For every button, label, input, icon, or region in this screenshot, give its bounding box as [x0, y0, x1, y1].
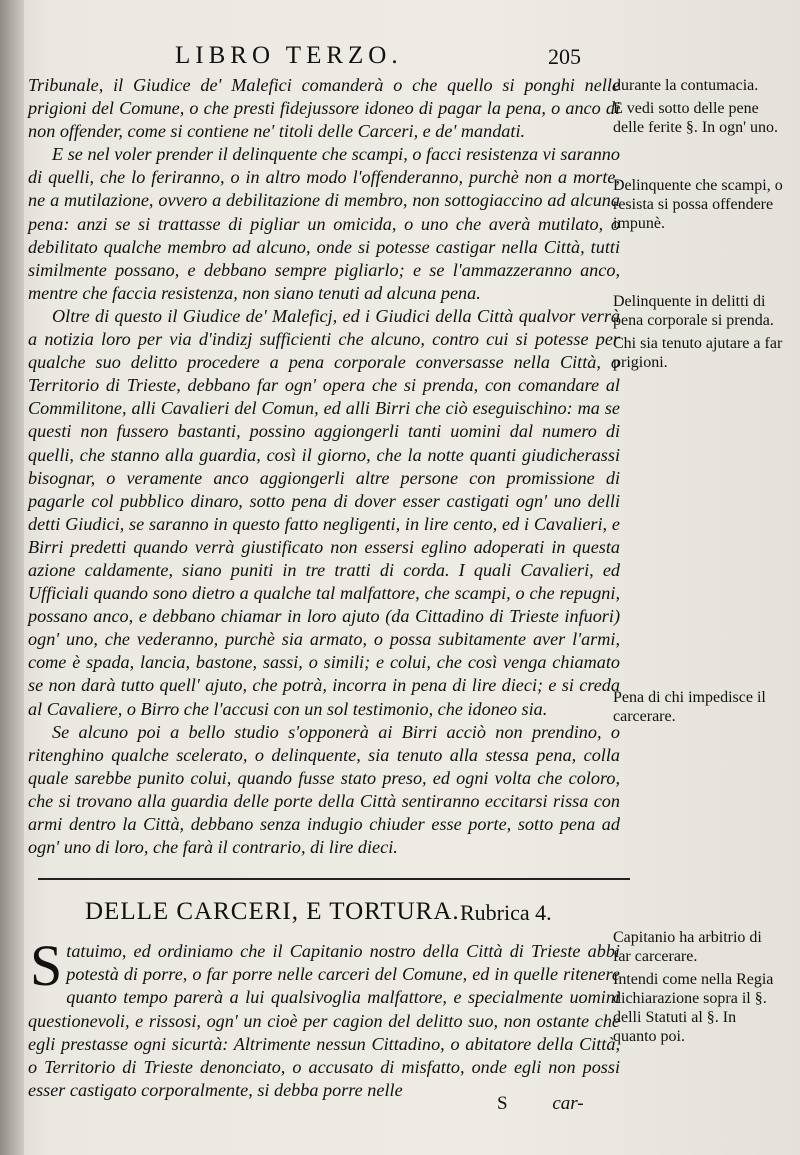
- page-number: 205: [548, 44, 581, 69]
- page-header: [0, 42, 800, 76]
- margin-note: Delinquente in delitti di pena corporale si prenda. Chi sia tenuto ajutare a far prigioni.: [613, 293, 783, 371]
- catchword-text: car-: [552, 1093, 584, 1114]
- rubrica-label: Rubrica 4.: [460, 900, 552, 925]
- running-title: LIBRO TERZO.: [175, 42, 403, 69]
- paragraph-continuation: Tribunale, il Giudice de' Malefici comanderà o che quello si ponghi nelle prigioni del Comune, o che presti fidejussore idoneo di pagar la pena, o anco di non offender, come si contiene ne' titoli delle Carceri, e de' mandati.: [28, 75, 620, 142]
- signature-mark: S: [497, 1093, 508, 1114]
- paragraph-resistance: E se nel voler prender il delinquente che scampi, o facci resistenza vi saranno di quelli, che lo feriranno, o in altro modo l'offenderanno, purchè non a morte, ne a mutilazione, ovvero a debilitazione di membro, non sottogiaccino ad alcuna pena: anzi se si trattasse di pigliar un omicida, o uno che averà mutilato, o debilitato qualche membro ad alcuno, onde si potesse castigar nella Città, tutti similmente possano, e debbano sempre pigliarlo; e se l'ammazzeranno anco, mentre che faccia resistenza, non siano tenuti ad alcuna pena.: [28, 144, 620, 303]
- catchword: [497, 1093, 584, 1115]
- paragraph-obstruction: Se alcuno poi a bello studio s'opponerà ai Birri acciò non prendino, o ritenghino qualche scelerato, o delinquente, sia tenuto alla stessa pena, colla quale sarebbe punito colui, quando fusse stato preso, ed ogni volta che coloro, che si trovano alla guardia delle porte della Città sentiranno eccitarsi rissa con armi dentro la Città, debbano senza indugio chiuder esse porte, sotto pena ad ogn' uno di loro, che farà il contrario, di lire dieci.: [28, 721, 620, 858]
- section-body-text: tatuimo, ed ordiniamo che il Capitanio nostro della Città di Trieste abbi potestà di porre, o far porre nelle carceri del Comune, ed in quelle ritenere quanto tempo parerà a lui qualsivoglia malfattore, e specialmente uomini questionevoli, e rissosi, ogn' un cioè per cagion del delitto suo, non ostante che egli prestasse ogni sicurtà: Altrimente nessun Cittadino, o abitatore della Città, o Territorio di Trieste denonciato, o accusato di misfatto, onde egli non possi esser castigato corporalmente, si debba porre nelle: [28, 941, 620, 1101]
- main-text-block: [28, 74, 620, 859]
- binding-gutter: [0, 0, 24, 1155]
- section-body: [28, 933, 620, 1102]
- paragraph-arrest-duty: Oltre di questo il Giudice de' Maleficj, ed i Giudici della Città qualvor verrà a notizia loro per via d'indizj sufficienti che alcuno, contro cui si potesse per qualche suo delitto procedere a pena corporale conversasse nella Città, o Territorio di Trieste, debbano far ogn' opera che si prenda, con comandare al Commilitone, alli Cavalieri del Comun, ed alli Birri che ciò eseguischino: ma se questi non fussero bastanti, possino aggiongerli tanti uomini dal numero di quelli, che stanno alla guardia, così il giorno, che la notte quanti giudicherassi bisognar, o veramente anco aggiongerli altre persone con promissione di pagarle col pubblico dinaro, sotto pena di dover esser castigati ogn' uno delli detti Giudici, se saranno in questo fatto negligenti, in lire cento, ed i Cavalieri, e Birri predetti quando verrà giustificato non essersi eglino adoperati in questa azione caldamente, siano puniti in tre tratti di corda. I quali Cavalieri, ed Ufficiali quando sono dietro a qualche tal malfattore, che scampi, o che repugni, possano anco, e debbano chiamar in loro ajuto (da Cittadino di Trieste infuori) ogn' uno, che vederanno, purchè sia armato, o possa subitamente aver l'armi, come è spada, lancia, bastone, sassi, o simili; e colui, che così venga chiamato se non darà tutto quell' ajuto, che potrà, incorra in pena di lire dieci; e si creda al Cavaliere, o Birro che l'accusi con un sol testimonio, che idoneo sia.: [28, 305, 620, 719]
- margin-note: durante la contumacia. E vedi sotto delle pene delle ferite §. In ogn' uno.: [613, 77, 779, 136]
- margin-note: Delinquente che scampi, o resista si possa offendere impunè.: [613, 177, 783, 232]
- section-divider: [38, 878, 630, 880]
- section-title: DELLE CARCERI, E TORTURA.: [85, 898, 460, 925]
- margin-note: Pena di chi impedisce il carcerare.: [613, 689, 766, 725]
- drop-cap: S: [30, 933, 63, 998]
- margin-note: Capitanio ha arbitrio di far carcerare. Intendi come nella Regia dichiarazione sopra il §. delli Statuti al §. In quanto poi.: [613, 929, 774, 1045]
